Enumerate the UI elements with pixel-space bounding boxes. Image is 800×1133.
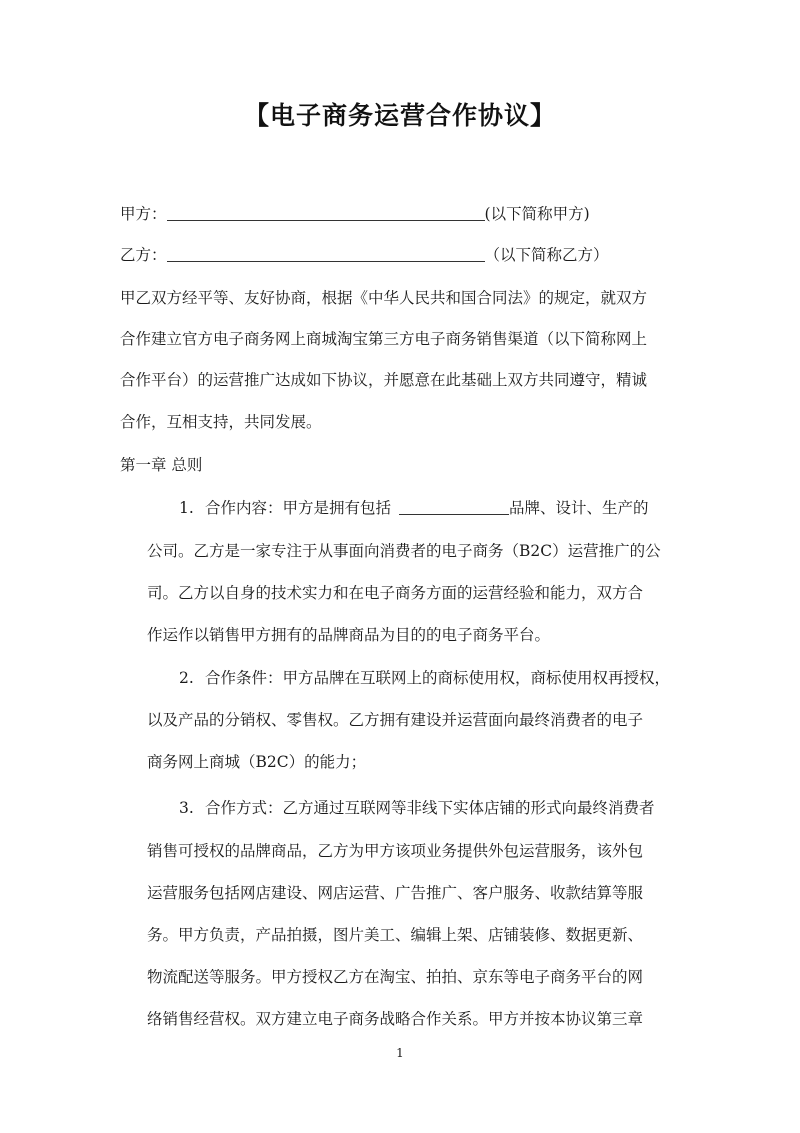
party-a-label: 甲方：: [120, 205, 167, 223]
clause-number: 2.: [179, 669, 194, 687]
clause-line: 络销售经营权。双方建立电子商务战略合作关系。甲方并按本协议第三章: [147, 1010, 644, 1028]
party-a-suffix: (以下简称甲方): [484, 205, 590, 223]
clause-2-text: 合作条件：甲方品牌在互联网上的商标使用权，商标使用权再授权，: [205, 669, 671, 687]
clause-number: 1.: [179, 499, 194, 517]
clause-1-text-before: 合作内容：甲方是拥有包括: [205, 499, 392, 517]
clause-line: 以及产品的分销权、零售权。乙方拥有建设并运营面向最终消费者的电子: [147, 711, 644, 729]
chapter-heading: 第一章 总则: [120, 456, 203, 474]
party-b-line: [120, 245, 609, 265]
clause-line: 公司。乙方是一家专注于从事面向消费者的电子商务（B2C）运营推广的公: [147, 542, 661, 560]
clause-line: 作运作以销售甲方拥有的品牌商品为目的的电子商务平台。: [147, 626, 551, 644]
clause-line: 司。乙方以自身的技术实力和在电子商务方面的运营经验和能力，双方合: [147, 584, 644, 602]
party-a-blank: [167, 204, 485, 221]
preamble-line: 甲乙双方经平等、友好协商，根据《中华人民共和国合同法》的规定，就双方: [120, 289, 648, 307]
clause-number: 3.: [179, 799, 194, 817]
document-title: 【电子商务运营合作协议】: [243, 101, 556, 130]
page-number: 1: [396, 1046, 404, 1060]
clause-line: 销售可授权的品牌商品，乙方为甲方该项业务提供外包运营服务，该外包: [147, 842, 644, 860]
clause-line: 商务网上商城（B2C）的能力；: [147, 753, 367, 771]
clause-3-text: 合作方式：乙方通过互联网等非线下实体店铺的形式向最终消费者: [205, 799, 655, 817]
party-b-suffix: （以下简称乙方）: [484, 246, 609, 264]
party-b-label: 乙方：: [120, 246, 167, 264]
clause-1-text-after: 品牌、设计、生产的: [509, 499, 649, 517]
brand-blank: [399, 498, 509, 515]
preamble-line: 合作，互相支持，共同发展。: [120, 413, 322, 431]
clause-3-first-line: [147, 798, 655, 818]
clause-2-first-line: [147, 668, 670, 688]
preamble-line: 合作平台）的运营推广达成如下协议，并愿意在此基础上双方共同遵守，精诚: [120, 371, 648, 389]
clause-line: 物流配送等服务。甲方授权乙方在淘宝、拍拍、京东等电子商务平台的网: [147, 968, 644, 986]
party-b-blank: [167, 245, 485, 262]
clause-line: 运营服务包括网店建设、网店运营、广告推广、客户服务、收款结算等服: [147, 884, 644, 902]
party-a-line: [120, 204, 590, 224]
clause-1-first-line: [147, 498, 649, 518]
clause-line: 务。甲方负责，产品拍摄，图片美工、编辑上架、店铺装修、数据更新、: [147, 926, 644, 944]
preamble-line: 合作建立官方电子商务网上商城淘宝第三方电子商务销售渠道（以下简称网上: [120, 330, 648, 348]
